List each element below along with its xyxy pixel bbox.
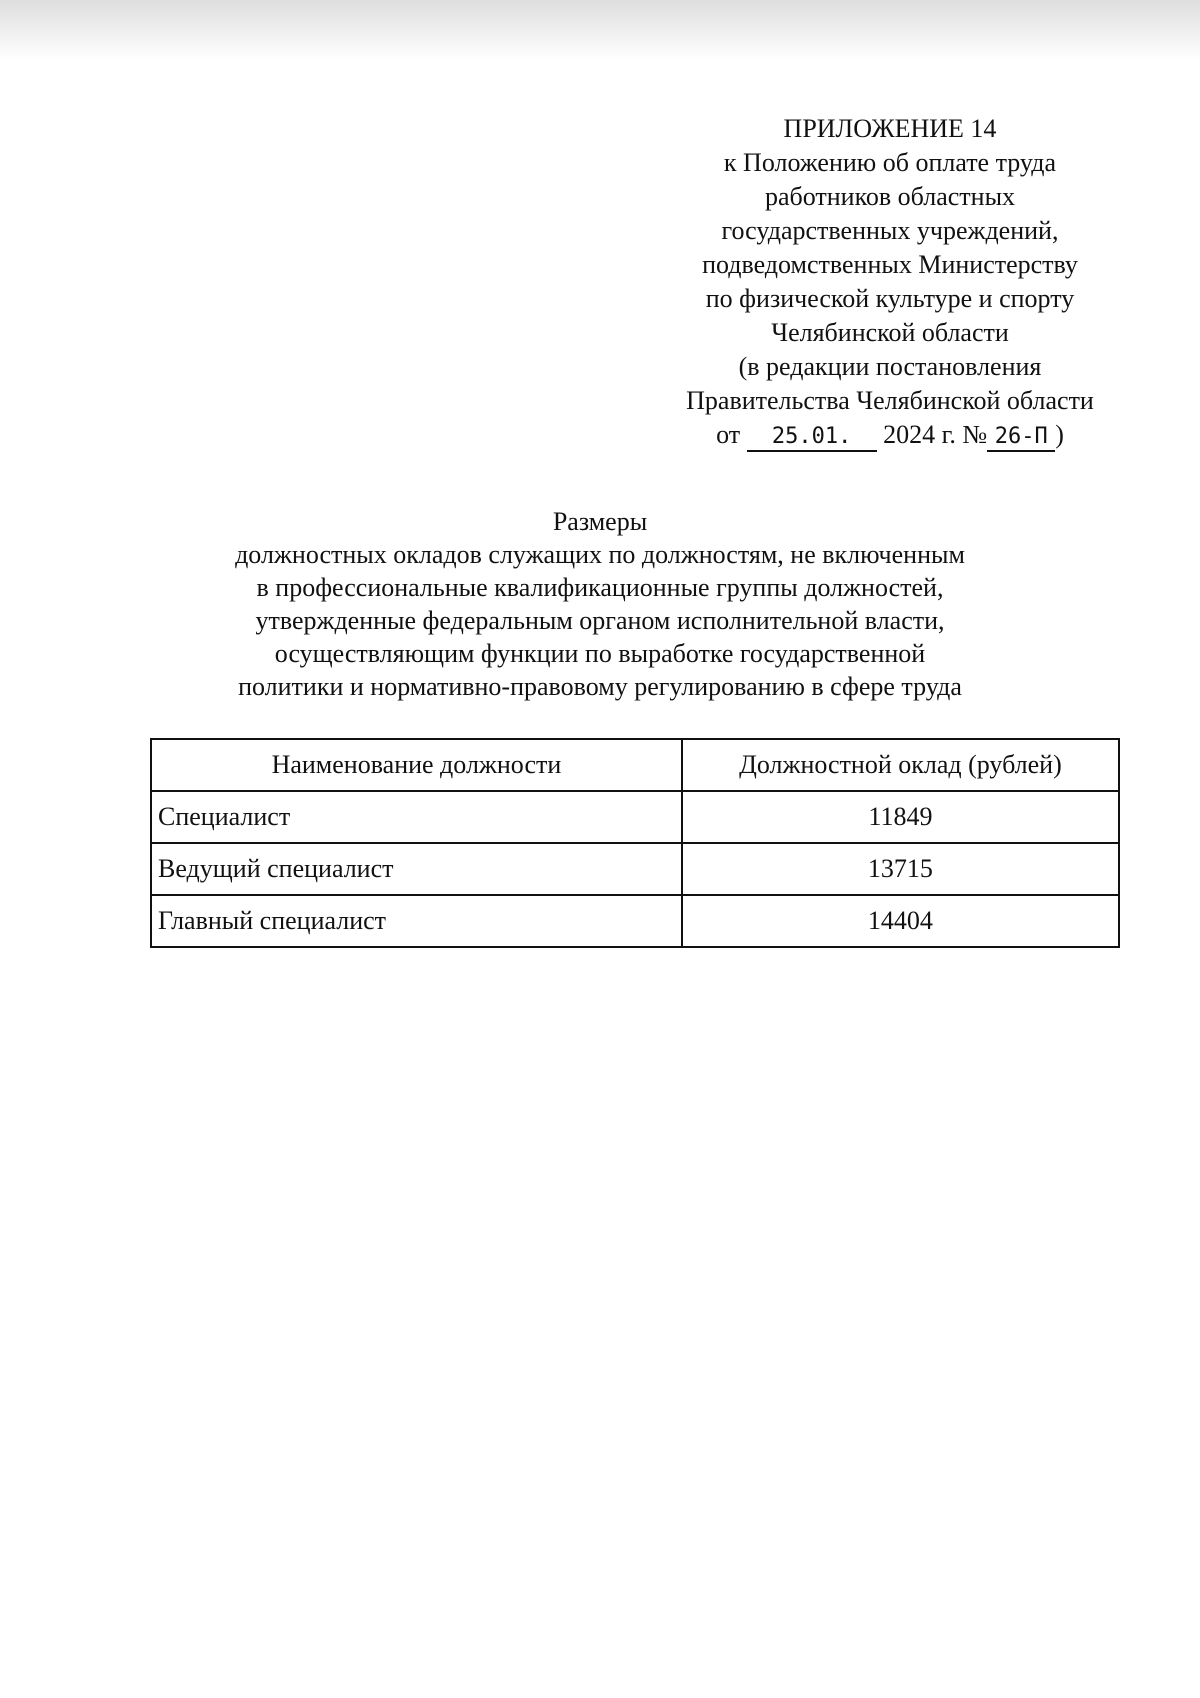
appendix-line: подведомственных Министерству: [702, 250, 1078, 279]
table-row: [151, 843, 1119, 895]
salary-table: [150, 738, 1120, 948]
title-line: политики и нормативно-правовому регулированию в сфере труда: [238, 672, 962, 701]
salary-cell: 13715: [682, 843, 1119, 895]
title-line: в профессиональные квалификационные группы должностей,: [256, 573, 944, 602]
appendix-line: к Положению об оплате труда: [723, 148, 1057, 177]
date-field: 25.01.: [747, 424, 877, 452]
title-line: осуществляющим функции по выработке государственной: [274, 639, 926, 668]
position-cell: Ведущий специалист: [151, 843, 682, 895]
year-text: 2024 г. №: [883, 420, 988, 449]
closing-paren: ): [1055, 420, 1064, 449]
salary-cell: 14404: [682, 895, 1119, 947]
appendix-line: (в редакции постановления: [738, 352, 1042, 381]
document-title: [150, 505, 1050, 703]
appendix-block: [640, 112, 1140, 452]
title-line: должностных окладов служащих по должностям, не включенным: [235, 540, 965, 569]
position-cell: Главный специалист: [151, 895, 682, 947]
salary-cell: 11849: [682, 791, 1119, 843]
title-main: Размеры: [552, 507, 648, 536]
table-row: [151, 895, 1119, 947]
table-header-row: [151, 739, 1119, 791]
appendix-line: работников областных: [764, 182, 1016, 211]
header-salary: Должностной оклад (рублей): [682, 739, 1119, 791]
appendix-line: Правительства Челябинской области: [686, 386, 1094, 415]
header-position: Наименование должности: [151, 739, 682, 791]
appendix-line: Челябинской области: [771, 318, 1009, 347]
appendix-line: государственных учреждений,: [721, 216, 1059, 245]
appendix-heading: ПРИЛОЖЕНИЕ 14: [783, 114, 997, 143]
number-field: 26-П: [987, 424, 1055, 452]
appendix-line: по физической культуре и спорту: [705, 284, 1075, 313]
table-row: [151, 791, 1119, 843]
title-line: утвержденные федеральным органом исполнительной власти,: [255, 606, 945, 635]
position-cell: Специалист: [151, 791, 682, 843]
resolution-date-line: [640, 418, 1140, 452]
scan-artifact: [0, 0, 1200, 60]
date-prefix: от: [716, 420, 741, 449]
